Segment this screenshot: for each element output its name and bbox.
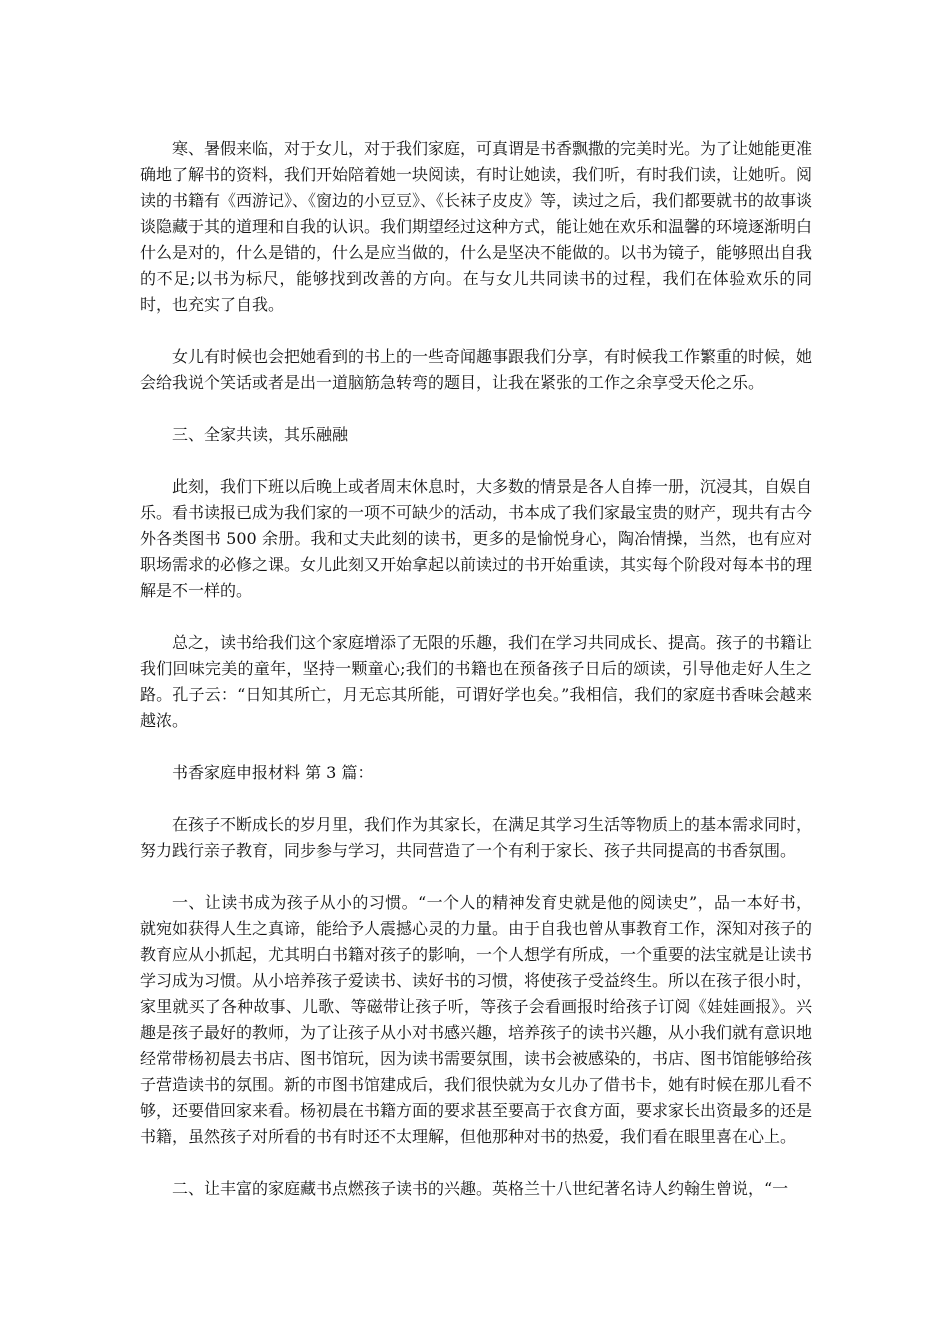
document-body: [140, 136, 812, 1228]
paragraph-conclusion: 总之，读书给我们这个家庭增添了无限的乐趣，我们在学习共同成长、提高。孩子的书籍让我们回味完美的童年，坚持一颗童心;我们的书籍也在预备孩子日后的颂读，引导他走好人生之路。孔子云：“日知其所亡，月无忘其所能，可谓好学也矣。”我相信，我们的家庭书香味会越来越浓。: [140, 633, 813, 730]
paragraph-evening-reading: 此刻，我们下班以后晚上或者周末休息时，大多数的情景是各人自捧一册，沉浸其，自娱自乐。看书读报已成为我们家的一项不可缺少的活动，书本成了我们家最宝贵的财产，现共有古今外各类图书 500 余册。我和丈夫此刻的读书，更多的是愉悦身心，陶冶情操，当然，也有应对职场需求的必修之课。女儿此刻又开始拿起以前读过的书开始重读，其实每个阶段对每本书的理解是不一样的。: [140, 477, 813, 600]
article-heading-part-3: 书香家庭申报材料 第 3 篇：: [172, 763, 374, 782]
paragraph-daughter-sharing: 女儿有时候也会把她看到的书上的一些奇闻趣事跟我们分享，有时候我工作繁重的时候，她会给我说个笑话或者是出一道脑筋急转弯的题目，让我在紧张的工作之余享受天伦之乐。: [140, 347, 813, 392]
paragraph-intro-part-3: 在孩子不断成长的岁月里，我们作为其家长，在满足其学习生活等物质上的基本需求同时，努力践行亲子教育，同步参与学习，共同营造了一个有利于家长、孩子共同提高的书香氛围。: [140, 815, 813, 860]
paragraph-reading-habit: 一、让读书成为孩子从小的习惯。“一个人的精神发育史就是他的阅读史”，品一本好书，就宛如获得人生之真谛，能给予人震撼心灵的力量。由于自我也曾从事教育工作，深知对孩子的教育应从小抓起，尤其明白书籍对孩子的影响，一个人想学有所成，一个重要的法宝就是让读书学习成为习惯。从小培养孩子爱读书、读好书的习惯，将使孩子受益终生。所以在孩子很小时，家里就买了各种故事、儿歌、等磁带让孩子听，等孩子会看画报时给孩子订阅《娃娃画报》。兴趣是孩子最好的教师，为了让孩子从小对书感兴趣，培养孩子的读书兴趣，从小我们就有意识地经常带杨初晨去书店、图书馆玩，因为读书需要氛围，读书会被感染的，书店、图书馆能够给孩子营造读书的氛围。新的市图书馆建成后，我们很快就为女儿办了借书卡，她有时候在那儿看不够，还要借回家来看。杨初晨在书籍方面的要求甚至要高于衣食方面，要求家长出资最多的还是书籍，虽然孩子对所看的书有时还不太理解，但他那种对书的热爱，我们看在眼里喜在心上。: [140, 893, 813, 1146]
paragraph-home-library: 二、让丰富的家庭藏书点燃孩子读书的兴趣。英格兰十八世纪著名诗人约翰生曾说，“一: [172, 1179, 789, 1198]
section-heading-family-reading: 三、全家共读，其乐融融: [172, 425, 349, 444]
paragraph-holiday-reading: 寒、暑假来临，对于女儿，对于我们家庭，可真谓是书香飘撒的完美时光。为了让她能更准确地了解书的资料，我们开始陪着她一块阅读，有时让她读，我们听，有时我们读，让她听。阅读的书籍有《西游记》、《窗边的小豆豆》、《长袜子皮皮》等，读过之后，我们都要就书的故事谈谈隐藏于其的道理和自我的认识。我们期望经过这种方式，能让她在欢乐和温馨的环境逐渐明白什么是对的，什么是错的，什么是应当做的，什么是坚决不能做的。以书为镜子，能够照出自我的不足;以书为标尺，能够找到改善的方向。在与女儿共同读书的过程，我们在体验欢乐的同时，也充实了自我。: [140, 139, 813, 314]
